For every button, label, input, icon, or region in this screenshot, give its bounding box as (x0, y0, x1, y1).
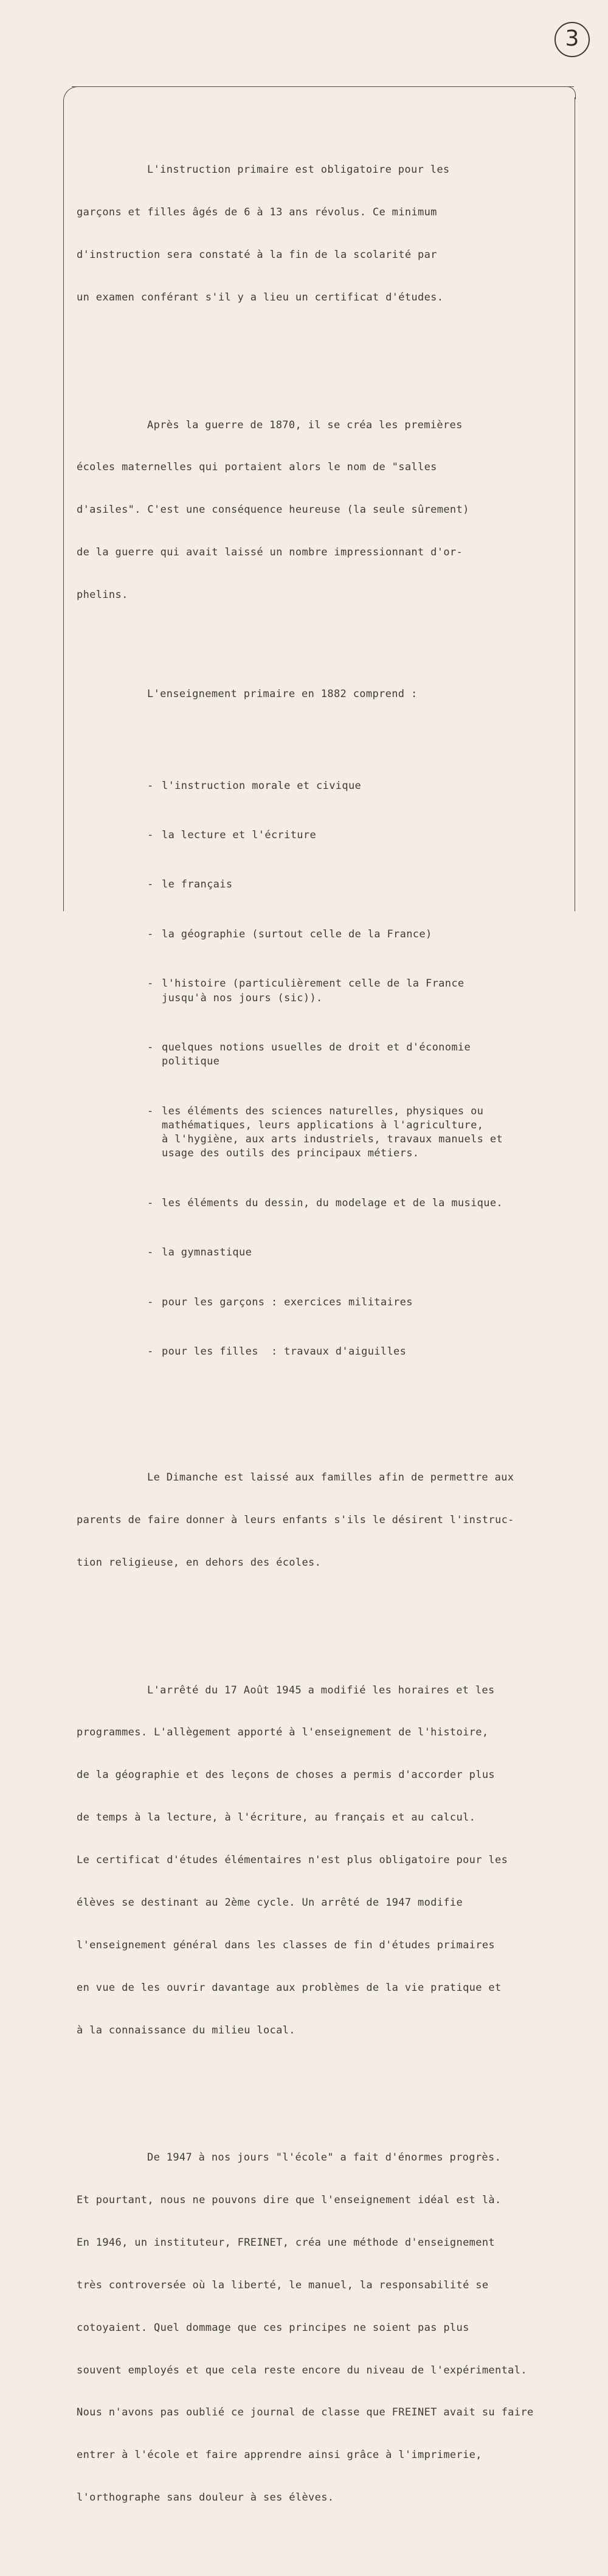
text-line: Et pourtant, nous ne pouvons dire que l'enseignement idéal est là. (77, 2193, 502, 2206)
list-item: - pour les filles : travaux d'aiguilles (147, 1345, 407, 1358)
document-body (77, 92, 581, 2576)
text-line: cotoyaient. Quel dommage que ces principes ne soient pas plus (77, 2321, 469, 2334)
list-item: - la gymnastique (147, 1246, 252, 1259)
list-item: - la lecture et l'écriture (147, 829, 317, 842)
text-line: phelins. (77, 589, 128, 602)
paragraph-dimanche (77, 1443, 581, 1599)
text-line: entrer à l'école et faire apprendre ainsi grâce à l'imprimerie, (77, 2449, 482, 2462)
list-item: - les éléments du dessin, du modelage et de la musique. (147, 1196, 503, 1209)
text-line: l'orthographe sans douleur à ses élèves. (77, 2491, 334, 2504)
paragraph-maternelles (77, 390, 581, 631)
list-item: - les éléments des sciences naturelles, physiques ou mathématiques, leurs applications à l'agriculture, à l'hygiène, aux arts industriels, travaux manuels et usage des outils des principaux métiers. (147, 1105, 503, 1160)
text-line: parents de faire donner à leurs enfants s'ils le désirent l'instruc- (77, 1514, 514, 1527)
list-item: - l'instruction morale et civique (147, 779, 362, 792)
text-line: de la géographie et des leçons de choses a permis d'accorder plus (77, 1769, 496, 1782)
text-line: de temps à la lecture, à l'écriture, au français et au calcul. (77, 1811, 476, 1824)
text-line: Le certificat d'études élémentaires n'est plus obligatoire pour les (77, 1854, 508, 1867)
paragraph-freinet (77, 2122, 581, 2533)
frame-top-border (72, 86, 574, 87)
text-line: L'arrêté du 17 Août 1945 a modifié les horaires et les (147, 1684, 495, 1696)
curriculum-list (77, 751, 581, 1400)
text-line: tion religieuse, en dehors des écoles. (77, 1557, 322, 1569)
list-item: - l'histoire (particulièrement celle de la France jusqu'à nos jours (sic)). (147, 977, 465, 1004)
list-item: - quelques notions usuelles de droit et d'économie politique (147, 1041, 471, 1068)
text-line: programmes. L'allègement apporté à l'enseignement de l'histoire, (77, 1726, 489, 1739)
text-line: à la connaissance du milieu local. (77, 2024, 295, 2036)
text-line: d'asiles". C'est une conséquence heureuse (la seule sûrement) (77, 504, 469, 516)
text-line: Le Dimanche est laissé aux familles afin de permettre aux (147, 1471, 514, 1484)
text-line: d'instruction sera constaté à la fin de la scolarité par (77, 249, 437, 262)
text-line: l'enseignement général dans les classes de fin d'études primaires (77, 1939, 496, 1951)
list-intro: L'enseignement primaire en 1882 comprend : (147, 687, 418, 700)
text-line: écoles maternelles qui portaient alors le nom de "salles (77, 461, 437, 474)
paragraph-arrete-1945 (77, 1655, 581, 2066)
text-line: Après la guerre de 1870, il se créa les premières (147, 418, 463, 431)
text-line: De 1947 à nos jours "l'école" a fait d'énormes progrès. (147, 2151, 502, 2164)
page-number: 3 (554, 22, 590, 57)
text-line: garçons et filles âgés de 6 à 13 ans révolus. Ce minimum (77, 206, 437, 219)
text-line: L'instruction primaire est obligatoire pour les (147, 164, 450, 176)
paragraph-instruction (77, 135, 581, 333)
text-line: de la guerre qui avait laissé un nombre impressionnant d'or- (77, 546, 463, 559)
text-line: élèves se destinant au 2ème cycle. Un arrêté de 1947 modifie (77, 1897, 463, 1909)
text-line: un examen conférant s'il y a lieu un certificat d'études. (77, 291, 444, 304)
list-item: - pour les garçons : exercices militaires (147, 1296, 413, 1308)
text-line: en vue de les ouvrir davantage aux problèmes de la vie pratique et (77, 1981, 502, 1994)
frame-left-border (63, 102, 64, 911)
list-item: - le français (147, 878, 233, 891)
text-line: très controversée où la liberté, le manuel, la responsabilité se (77, 2279, 489, 2291)
text-line: Nous n'avons pas oublié ce journal de classe que FREINET avait su faire (77, 2406, 534, 2419)
text-line: souvent employés et que cela reste encore du niveau de l'expérimental. (77, 2364, 527, 2376)
list-item: - la géographie (surtout celle de la France) (147, 928, 432, 940)
text-line: En 1946, un instituteur, FREINET, créa une méthode d'enseignement (77, 2236, 496, 2249)
